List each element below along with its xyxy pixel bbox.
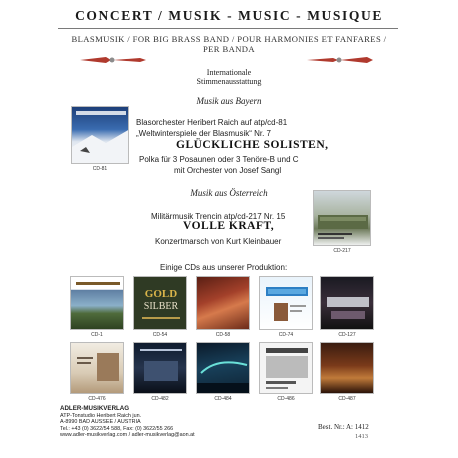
publisher-block (60, 406, 195, 439)
cd-1-label: CD-1 (91, 332, 103, 338)
section2-piece-title: VOLLE KRAFT, (183, 220, 275, 232)
section1-piece-title: GLÜCKLICHE SOLISTEN, (176, 139, 329, 151)
cd-476-cover (70, 342, 124, 394)
cd-476-label: CD-476 (88, 396, 106, 402)
right-wing-emblem (305, 55, 375, 65)
cd-74-cover (259, 276, 313, 330)
cd-58-cover (196, 276, 250, 330)
publisher-name: ADLER-MUSIKVERLAG (60, 405, 130, 412)
cd-1-cover (70, 276, 124, 330)
cd-486-cover (259, 342, 313, 394)
publisher-line-3: Tel.: +43 (0) 3622/54 588, Fax: (0) 3622/55 266 (60, 425, 174, 432)
cd-217-label: CD-217 (333, 248, 351, 254)
section1-line-4: mit Orchester von Josef Sangl (174, 166, 282, 175)
order-number: Best. Nr.: A: 1412 (318, 423, 369, 431)
intro-line-1: Internationale (206, 68, 252, 77)
cd-54-label: CD-54 (152, 332, 168, 338)
cd-74-label: CD-74 (278, 332, 294, 338)
cd-127-label: CD-127 (338, 332, 356, 338)
header-rule (58, 28, 398, 29)
cd-81-cover (71, 106, 129, 164)
cd-487-cover (320, 342, 374, 394)
section-heading-bayern: Musik aus Bayern (196, 96, 262, 106)
cd-58-label: CD-58 (215, 332, 231, 338)
section2-line-1: Militärmusik Trencin atp/cd-217 Nr. 15 (151, 212, 286, 221)
page-title: CONCERT / MUSIK - MUSIC - MUSIQUE (75, 8, 383, 23)
cd-81-label: CD-81 (92, 166, 108, 172)
cd-482-label: CD-482 (151, 396, 169, 402)
publisher-line-2: A-8990 BAD AUSSEE / AUSTRIA (60, 419, 141, 426)
subtitle-line-1: BLASMUSIK / FOR BIG BRASS BAND / POUR HARMONIES ET FANFARES / (71, 34, 387, 44)
section2-line-2: Konzertmarsch von Kurt Kleinbauer (155, 237, 282, 246)
subtitle-line-2: PER BANDA (202, 44, 256, 54)
section1-line-1: Blasorchester Heribert Raich auf atp/cd-81 (136, 118, 288, 127)
cd-484-label: CD-484 (214, 396, 232, 402)
handwritten-number: 1413 (355, 433, 368, 440)
cd-486-label: CD-486 (277, 396, 295, 402)
cd-54-cover (133, 276, 187, 330)
publisher-line-1: ATP-Tonstudio Heribert Raich jun. (60, 412, 142, 419)
intro-line-2: Stimmenausstattung (196, 77, 262, 86)
svg-text:SILBER: SILBER (143, 301, 179, 312)
cd-gallery-heading: Einige CDs aus unserer Produktion: (160, 263, 288, 272)
section-heading-oesterreich: Musik aus Österreich (190, 188, 268, 198)
section1-line-3: Polka für 3 Posaunen oder 3 Tenöre-B und C (139, 155, 299, 164)
left-wing-emblem (78, 55, 148, 65)
section1-line-2: „Weltwinterspiele der Blasmusik“ Nr. 7 (136, 129, 272, 138)
publisher-line-4: www.adler-musikverlag.com / adler-musikverlag@aon.at (60, 432, 195, 439)
cd-127-cover (320, 276, 374, 330)
svg-text:GOLD: GOLD (144, 288, 178, 300)
cd-482-cover (133, 342, 187, 394)
cd-217-cover (313, 190, 371, 246)
cd-487-label: CD-487 (338, 396, 356, 402)
cd-484-cover (196, 342, 250, 394)
